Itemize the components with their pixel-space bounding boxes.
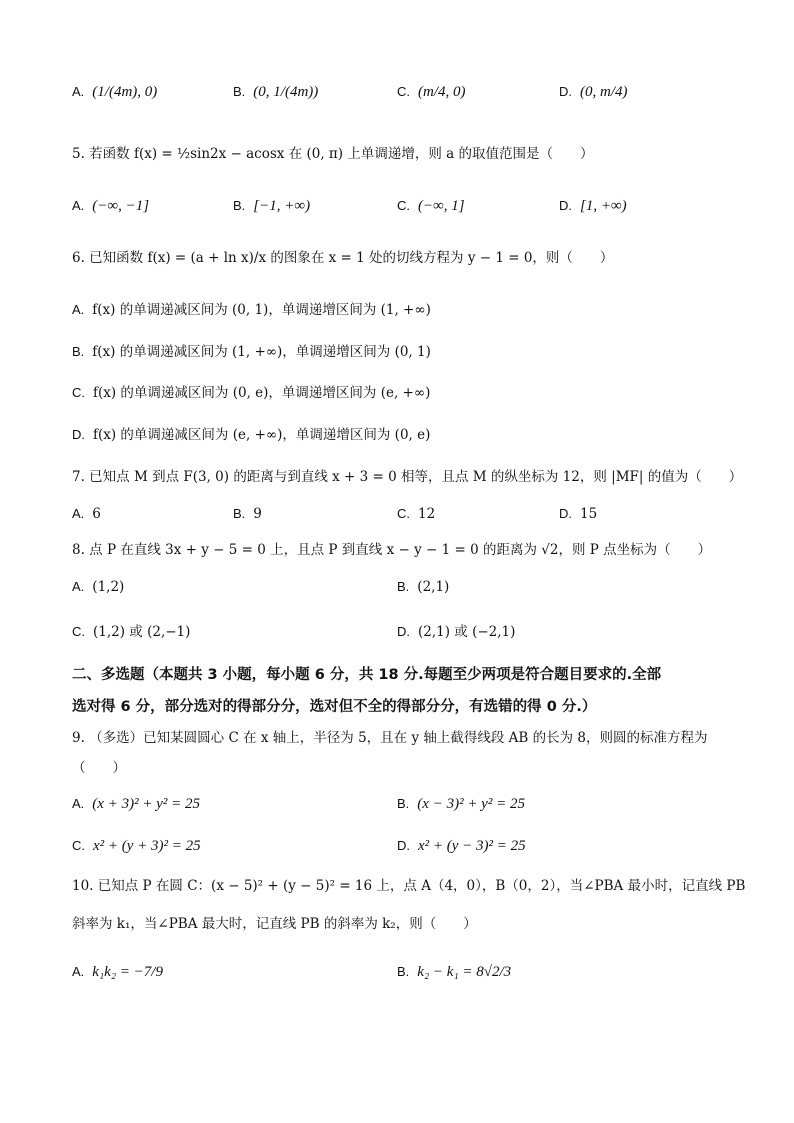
option-text: (x + 3)² + y² = 25 [92,796,200,812]
option-label: D. [559,198,572,213]
q8-option-b [397,577,449,597]
q9-option-a [72,794,200,814]
q7-stem: 7. 已知点 M 到点 F(3, 0) 的距离与到直线 x + 3 = 0 相等，且点 M 的纵坐标为 12，则 |MF| 的值为（ ） [72,469,743,485]
q6-option-a [72,300,431,320]
q5-option-a [72,196,149,216]
option-text: (2,1) 或 (−2,1) [418,624,516,640]
option-label: C. [397,198,410,213]
option-label: B. [233,84,246,99]
option-label: A. [72,964,85,979]
option-text: (1/(4m), 0) [92,84,158,100]
option-label: A. [72,579,85,594]
option-text: [−1, +∞) [253,198,311,214]
option-text: (−∞, −1] [92,198,150,214]
q4-option-a [72,82,157,102]
q8-option-d [397,622,515,642]
option-label: B. [233,506,246,521]
q7-option-a [72,504,101,524]
section-heading-line-2: 选对得 6 分，部分选对的得部分分，选对但不全的得部分分，有选错的得 0 分.） [72,699,597,715]
option-label: C. [397,506,410,521]
option-text: k₂ − k₁ = 8√2/3 [417,964,512,980]
option-label: D. [397,624,410,639]
q8-option-c [72,622,190,642]
q4-option-c [397,82,466,102]
option-label: B. [233,198,246,213]
q5-option-d [559,196,627,216]
q6-option-d [72,425,430,445]
option-text: f(x) 的单调递减区间为 (0, e)，单调递增区间为 (e, +∞) [93,385,431,401]
option-label: D. [397,838,410,853]
option-label: B. [397,579,410,594]
option-text: (2,1) [417,579,450,595]
q9-stem-line-1: 9. （多选）已知某圆圆心 C 在 x 轴上，半径为 5，且在 y 轴上截得线段 AB 的长为 8，则圆的标准方程为 [72,730,708,746]
option-text: x² + (y − 3)² = 25 [418,838,526,854]
q6-option-b [72,342,431,362]
option-text: [1, +∞) [580,198,627,214]
option-text: (1,2) [92,579,125,595]
q10-option-a [72,962,163,982]
q5-option-c [397,196,465,216]
q9-option-d [397,836,526,856]
option-label: C. [397,84,410,99]
option-text: (m/4, 0) [418,84,466,100]
option-text: k₁k₂ = −7/9 [92,964,163,980]
option-text: f(x) 的单调递减区间为 (e, +∞)，单调递增区间为 (0, e) [93,427,431,443]
section-heading-line-1: 二、多选题（本题共 3 小题，每小题 6 分，共 18 分.每题至少两项是符合题目要求的.全部 [72,667,662,683]
q7-option-b [233,504,262,524]
option-text: 9 [253,506,262,522]
option-label: B. [397,796,410,811]
option-label: D. [559,84,572,99]
q4-option-b [233,82,318,102]
q9-option-c [72,836,201,856]
q10-stem-line-2: 斜率为 k₁，当∠PBA 最大时，记直线 PB 的斜率为 k₂，则（ ） [72,916,477,932]
option-label: C. [72,838,85,853]
q8-option-a [72,577,124,597]
option-text: (0, 1/(4m)) [253,84,319,100]
q10-stem-line-1: 10. 已知点 P 在圆 C：(x − 5)² + (y − 5)² = 16 上，点 A（4，0），B（0，2），当∠PBA 最小时，记直线 PB [72,878,746,894]
q7-option-c [397,504,435,524]
option-text: (x − 3)² + y² = 25 [417,796,525,812]
option-label: D. [72,427,85,442]
option-label: A. [72,198,85,213]
q8-stem: 8. 点 P 在直线 3x + y − 5 = 0 上，且点 P 到直线 x − y − 1 = 0 的距离为 √2，则 P 点坐标为（ ） [72,542,712,558]
q9-option-b [397,794,525,814]
option-label: A. [72,84,85,99]
q10-option-b [397,962,511,982]
q5-stem: 5. 若函数 f(x) = ½sin2x − acosx 在 (0, π) 上单调递增，则 a 的取值范围是（ ） [72,146,594,162]
option-text: f(x) 的单调递减区间为 (0, 1)，单调递增区间为 (1, +∞) [92,302,431,318]
option-text: x² + (y + 3)² = 25 [93,838,201,854]
option-text: (−∞, 1] [418,198,465,214]
q5-option-b [233,196,310,216]
option-label: B. [72,344,85,359]
q9-stem-line-2: （ ） [72,760,126,776]
option-label: C. [72,624,85,639]
q7-option-d [559,504,597,524]
q6-stem: 6. 已知函数 f(x) = (a + ln x)/x 的图象在 x = 1 处的切线方程为 y − 1 = 0，则（ ） [72,250,614,266]
option-label: C. [72,385,85,400]
option-label: A. [72,796,85,811]
option-text: 6 [92,506,101,522]
option-text: (0, m/4) [580,84,628,100]
option-label: B. [397,964,410,979]
option-text: 12 [418,506,436,522]
option-text: f(x) 的单调递减区间为 (1, +∞)，单调递增区间为 (0, 1) [92,344,431,360]
option-label: D. [559,506,572,521]
option-label: A. [72,506,85,521]
option-text: 15 [580,506,598,522]
option-label: A. [72,302,85,317]
q6-option-c [72,383,430,403]
q4-option-d [559,82,628,102]
option-text: (1,2) 或 (2,−1) [93,624,191,640]
